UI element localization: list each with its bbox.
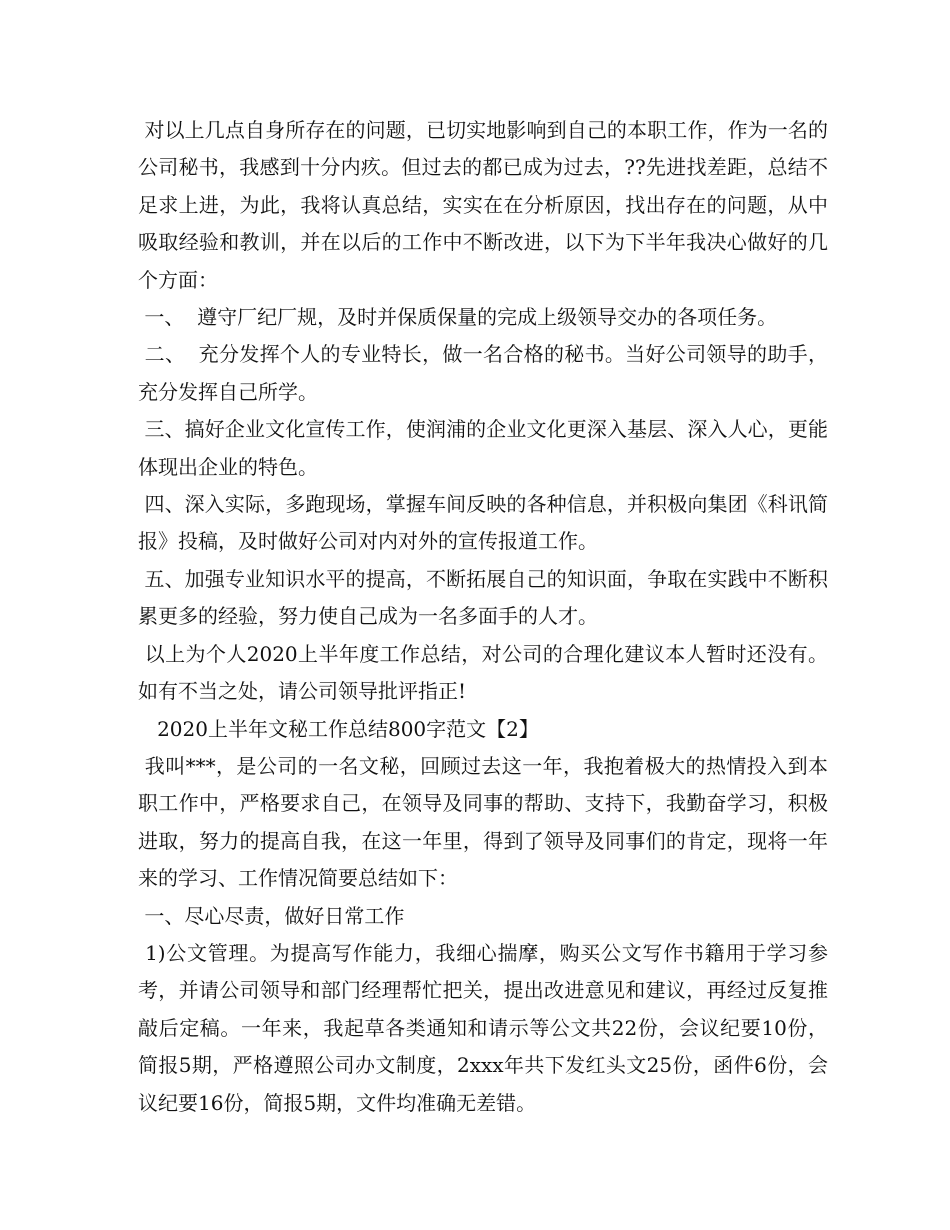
paragraph-self-intro: 我叫***，是公司的一名文秘，回顾过去这一年，我抱着极大的热情投入到本职工作中，严格要求自己，在领导及同事的帮助、支持下，我勤奋学习，积极进取，努力的提高自我，在这一年里，得到了领导及同事们的肯定，现将一年来的学习、工作情况简要总结如下： <box>138 753 829 891</box>
paragraph-item-3: 三、搞好企业文化宣传工作，使润浦的企业文化更深入基层、深入人心，更能体现出企业的特色。 <box>138 417 829 479</box>
paragraph-item-4: 四、深入实际，多跑现场，掌握车间反映的各种信息，并积极向集团《科讯简报》投稿，及时做好公司对内对外的宣传报道工作。 <box>138 492 829 554</box>
paragraph-conclusion: 以上为个人2020上半年度工作总结，对公司的合理化建议本人暂时还没有。如有不当之处，请公司领导批评指正! <box>138 641 829 704</box>
document-body <box>138 112 828 1122</box>
paragraph-intro: 对以上几点自身所存在的问题，已切实地影响到自己的本职工作，作为一名的公司秘书，我感到十分内疚。但过去的都已成为过去，??先进找差距，总结不足求上进，为此，我将认真总结，实实在在分析原因，找出存在的问题，从中吸取经验和教训，并在以后的工作中不断改进，以下为下半年我决心做好的几个方面： <box>138 118 829 292</box>
paragraph-item-1: 一、 遵守厂纪厂规，及时并保质保量的完成上级领导交办的各项任务。 <box>138 305 778 330</box>
subheading-daily-work: 一、尽心尽责，做好日常工作 <box>138 903 405 928</box>
paragraph-item-2: 二、 充分发挥个人的专业特长，做一名合格的秘书。当好公司领导的助手，充分发挥自己所学。 <box>138 342 828 404</box>
paragraph-item-5: 五、加强专业知识水平的提高，不断拓展自己的知识面，争取在实践中不断积累更多的经验，努力使自己成为一名多面手的人才。 <box>138 566 829 629</box>
paragraph-document-management: 1)公文管理。为提高写作能力，我细心揣摩，购买公文写作书籍用于学习参考，并请公司领导和部门经理帮忙把关，提出改进意见和建议，再经过反复推敲后定稿。一年来，我起草各类通知和请示等公文共22份，会议纪要10份，简报5期，严格遵照公司办文制度，2xxx年共下发红头文25份，函件6份，会议纪要16份，简报5期，文件均准确无差错。 <box>138 940 828 1115</box>
section-heading: 2020上半年文秘工作总结800字范文【2】 <box>138 716 539 741</box>
